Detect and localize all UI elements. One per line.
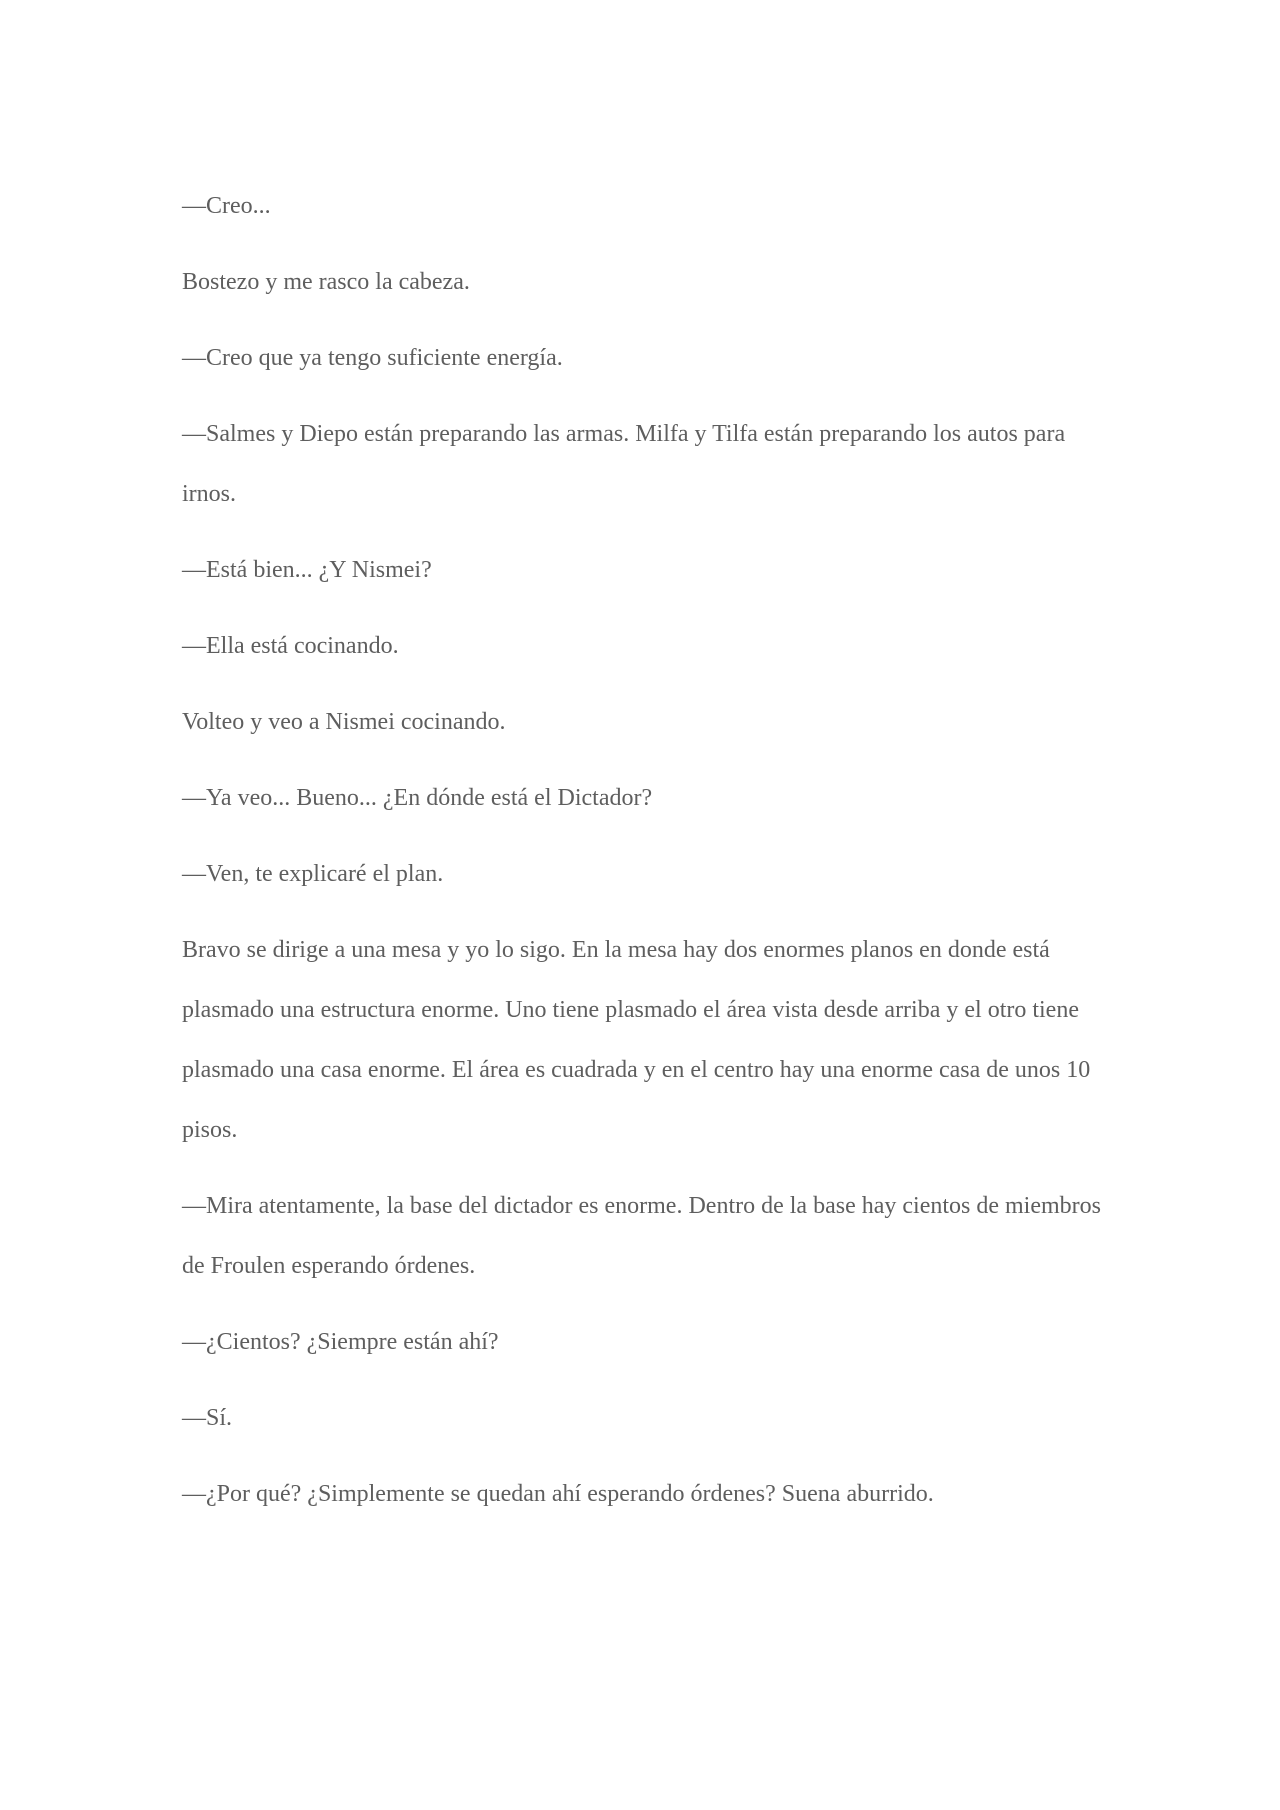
paragraph-10: Bravo se dirige a una mesa y yo lo sigo. En la mesa hay dos enormes planos en donde está plasmado una estructura enorme. Uno tiene plasmado el área vista desde arriba y el otro tiene plasmado una casa enorme. El área es cuadrada y en el centro hay una enorme casa de unos 10 pisos. — [182, 937, 1091, 1143]
document-body — [182, 176, 1102, 1540]
paragraph-6: —Ella está cocinando. — [182, 633, 399, 659]
paragraph-4: —Salmes y Diepo están preparando las armas. Milfa y Tilfa están preparando los autos para irnos. — [182, 421, 1066, 507]
paragraph-5: —Está bien... ¿Y Nismei? — [182, 557, 432, 583]
paragraph-7: Volteo y veo a Nismei cocinando. — [182, 709, 506, 735]
paragraph-9: —Ven, te explicaré el plan. — [182, 861, 444, 887]
paragraph-14: —¿Por qué? ¿Simplemente se quedan ahí esperando órdenes? Suena aburrido. — [182, 1481, 934, 1507]
paragraph-11: —Mira atentamente, la base del dictador es enorme. Dentro de la base hay cientos de miembros de Froulen esperando órdenes. — [182, 1193, 1101, 1279]
paragraph-3: —Creo que ya tengo suficiente energía. — [182, 345, 563, 371]
paragraph-1: —Creo... — [182, 193, 271, 219]
paragraph-12: —¿Cientos? ¿Siempre están ahí? — [182, 1329, 499, 1355]
paragraph-2: Bostezo y me rasco la cabeza. — [182, 269, 470, 295]
paragraph-8: —Ya veo... Bueno... ¿En dónde está el Dictador? — [182, 785, 653, 811]
paragraph-13: —Sí. — [182, 1405, 233, 1431]
